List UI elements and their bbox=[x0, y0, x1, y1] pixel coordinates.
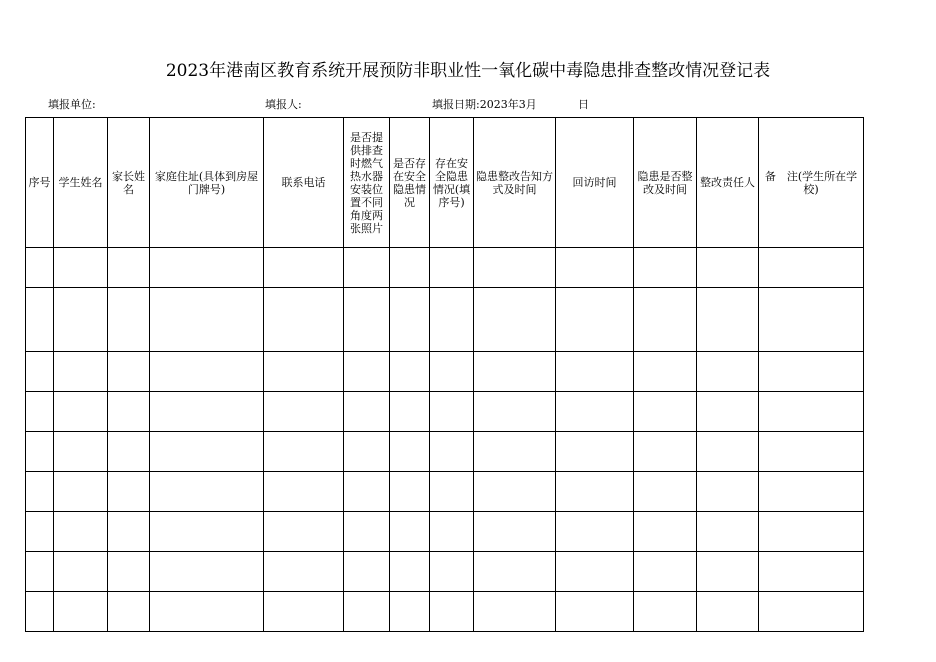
table-cell[interactable] bbox=[430, 472, 474, 512]
col-header-revisit-time: 回访时间 bbox=[556, 118, 634, 248]
table-cell[interactable] bbox=[556, 592, 634, 632]
table-cell[interactable] bbox=[344, 352, 390, 392]
table-cell[interactable] bbox=[556, 552, 634, 592]
table-cell[interactable] bbox=[759, 592, 864, 632]
table-cell[interactable] bbox=[264, 472, 344, 512]
table-cell[interactable] bbox=[150, 248, 264, 288]
table-cell[interactable] bbox=[697, 288, 759, 352]
table-cell[interactable] bbox=[697, 512, 759, 552]
table-cell[interactable] bbox=[474, 472, 556, 512]
table-cell[interactable] bbox=[390, 248, 430, 288]
table-cell[interactable] bbox=[759, 248, 864, 288]
table-cell[interactable] bbox=[697, 432, 759, 472]
table-cell[interactable] bbox=[430, 592, 474, 632]
table-cell[interactable] bbox=[759, 432, 864, 472]
table-cell[interactable] bbox=[264, 248, 344, 288]
table-cell[interactable] bbox=[26, 552, 54, 592]
table-cell[interactable] bbox=[759, 288, 864, 352]
table-cell[interactable] bbox=[556, 432, 634, 472]
table-cell[interactable] bbox=[390, 472, 430, 512]
col-header-photos: 是否提供排查时燃气热水器安装位置不同角度两张照片 bbox=[344, 118, 390, 248]
table-cell[interactable] bbox=[390, 288, 430, 352]
col-header-rectified: 隐患是否整改及时间 bbox=[634, 118, 697, 248]
table-cell[interactable] bbox=[556, 288, 634, 352]
col-header-index: 序号 bbox=[26, 118, 54, 248]
table-row bbox=[26, 392, 864, 432]
fill-reporter-label: 填报人: bbox=[265, 98, 302, 111]
table-cell[interactable] bbox=[344, 552, 390, 592]
table-cell[interactable] bbox=[54, 552, 108, 592]
fill-unit-label: 填报单位: bbox=[48, 98, 96, 111]
table-cell[interactable] bbox=[344, 472, 390, 512]
table-cell[interactable] bbox=[556, 352, 634, 392]
table-row bbox=[26, 472, 864, 512]
table-cell[interactable] bbox=[556, 472, 634, 512]
table-cell[interactable] bbox=[634, 592, 697, 632]
table-cell[interactable] bbox=[150, 392, 264, 432]
table-cell[interactable] bbox=[108, 472, 150, 512]
table-cell[interactable] bbox=[54, 512, 108, 552]
table-cell[interactable] bbox=[390, 552, 430, 592]
table-cell[interactable] bbox=[634, 432, 697, 472]
registration-table bbox=[25, 117, 864, 632]
table-cell[interactable] bbox=[108, 392, 150, 432]
table-cell[interactable] bbox=[474, 392, 556, 432]
table-cell[interactable] bbox=[344, 248, 390, 288]
table-row bbox=[26, 512, 864, 552]
table-cell[interactable] bbox=[264, 552, 344, 592]
col-header-remarks: 备 注(学生所在学校) bbox=[759, 118, 864, 248]
table-cell[interactable] bbox=[759, 392, 864, 432]
page-title: 2023年港南区教育系统开展预防非职业性一氧化碳中毒隐患排查整改情况登记表 bbox=[165, 61, 771, 81]
table-cell[interactable] bbox=[634, 248, 697, 288]
table-cell[interactable] bbox=[264, 432, 344, 472]
table-cell[interactable] bbox=[150, 592, 264, 632]
table-cell[interactable] bbox=[26, 592, 54, 632]
col-header-student-name: 学生姓名 bbox=[54, 118, 108, 248]
table-cell[interactable] bbox=[634, 352, 697, 392]
table-cell[interactable] bbox=[556, 512, 634, 552]
col-header-address: 家庭住址(具体到房屋门牌号) bbox=[150, 118, 264, 248]
table-cell[interactable] bbox=[344, 512, 390, 552]
table-cell[interactable] bbox=[697, 248, 759, 288]
table-cell[interactable] bbox=[26, 392, 54, 432]
table-cell[interactable] bbox=[26, 512, 54, 552]
table-cell[interactable] bbox=[108, 352, 150, 392]
table-cell[interactable] bbox=[54, 472, 108, 512]
table-cell[interactable] bbox=[634, 552, 697, 592]
table-cell[interactable] bbox=[474, 352, 556, 392]
table-row bbox=[26, 552, 864, 592]
table-cell[interactable] bbox=[344, 592, 390, 632]
table-cell[interactable] bbox=[26, 432, 54, 472]
col-header-phone: 联系电话 bbox=[264, 118, 344, 248]
table-cell[interactable] bbox=[759, 512, 864, 552]
table-cell[interactable] bbox=[108, 592, 150, 632]
table-cell[interactable] bbox=[759, 472, 864, 512]
table-cell[interactable] bbox=[759, 352, 864, 392]
table-cell[interactable] bbox=[54, 352, 108, 392]
table-cell[interactable] bbox=[344, 288, 390, 352]
table-cell[interactable] bbox=[474, 432, 556, 472]
table-cell[interactable] bbox=[150, 512, 264, 552]
table-cell[interactable] bbox=[150, 552, 264, 592]
table-cell[interactable] bbox=[430, 392, 474, 432]
table-cell[interactable] bbox=[697, 392, 759, 432]
table-cell[interactable] bbox=[634, 392, 697, 432]
table-cell[interactable] bbox=[150, 472, 264, 512]
col-header-parent-name: 家长姓名 bbox=[108, 118, 150, 248]
table-cell[interactable] bbox=[108, 512, 150, 552]
table-cell[interactable] bbox=[430, 432, 474, 472]
table-cell[interactable] bbox=[26, 472, 54, 512]
table-cell[interactable] bbox=[390, 432, 430, 472]
table-cell[interactable] bbox=[390, 592, 430, 632]
col-header-notice-method: 隐患整改告知方式及时间 bbox=[474, 118, 556, 248]
header-row bbox=[26, 118, 864, 248]
table-cell[interactable] bbox=[634, 472, 697, 512]
table-cell[interactable] bbox=[430, 512, 474, 552]
table-cell[interactable] bbox=[150, 432, 264, 472]
fill-day-label: 日 bbox=[578, 98, 589, 111]
table-cell[interactable] bbox=[697, 552, 759, 592]
table-row bbox=[26, 248, 864, 288]
table-cell[interactable] bbox=[697, 592, 759, 632]
table-cell[interactable] bbox=[54, 392, 108, 432]
table-cell[interactable] bbox=[474, 592, 556, 632]
table-cell[interactable] bbox=[264, 288, 344, 352]
table-cell[interactable] bbox=[150, 288, 264, 352]
table-cell[interactable] bbox=[556, 392, 634, 432]
table-cell[interactable] bbox=[759, 552, 864, 592]
table-cell[interactable] bbox=[54, 432, 108, 472]
table-cell[interactable] bbox=[430, 352, 474, 392]
table-cell[interactable] bbox=[108, 432, 150, 472]
table-row bbox=[26, 352, 864, 392]
table-cell[interactable] bbox=[54, 288, 108, 352]
table-row bbox=[26, 432, 864, 472]
table-cell[interactable] bbox=[474, 512, 556, 552]
table-cell[interactable] bbox=[108, 288, 150, 352]
table-cell[interactable] bbox=[344, 392, 390, 432]
table-cell[interactable] bbox=[26, 248, 54, 288]
table-cell[interactable] bbox=[26, 352, 54, 392]
table-cell[interactable] bbox=[264, 592, 344, 632]
table-cell[interactable] bbox=[474, 552, 556, 592]
fill-date-label: 填报日期:2023年3月 bbox=[432, 98, 537, 111]
table-cell[interactable] bbox=[150, 352, 264, 392]
table-cell[interactable] bbox=[474, 288, 556, 352]
table-cell[interactable] bbox=[264, 392, 344, 432]
table-cell[interactable] bbox=[474, 248, 556, 288]
table-cell[interactable] bbox=[54, 248, 108, 288]
table-cell[interactable] bbox=[264, 512, 344, 552]
table-cell[interactable] bbox=[390, 392, 430, 432]
table-row bbox=[26, 592, 864, 632]
table-cell[interactable] bbox=[634, 288, 697, 352]
table-cell[interactable] bbox=[390, 512, 430, 552]
col-header-hazard-detail: 存在安全隐患情况(填序号) bbox=[430, 118, 474, 248]
table-cell[interactable] bbox=[54, 592, 108, 632]
table-cell[interactable] bbox=[556, 248, 634, 288]
table-cell[interactable] bbox=[344, 432, 390, 472]
table-cell[interactable] bbox=[108, 248, 150, 288]
col-header-responsible: 整改责任人 bbox=[697, 118, 759, 248]
table-cell[interactable] bbox=[430, 552, 474, 592]
table-cell[interactable] bbox=[108, 552, 150, 592]
table-cell[interactable] bbox=[390, 352, 430, 392]
table-cell[interactable] bbox=[26, 288, 54, 352]
col-header-hazard-exists: 是否存在安全隐患情况 bbox=[390, 118, 430, 248]
table-cell[interactable] bbox=[697, 352, 759, 392]
table-cell[interactable] bbox=[430, 248, 474, 288]
table-cell[interactable] bbox=[264, 352, 344, 392]
table-cell[interactable] bbox=[634, 512, 697, 552]
table-row bbox=[26, 288, 864, 352]
table-cell[interactable] bbox=[697, 472, 759, 512]
table-cell[interactable] bbox=[430, 288, 474, 352]
